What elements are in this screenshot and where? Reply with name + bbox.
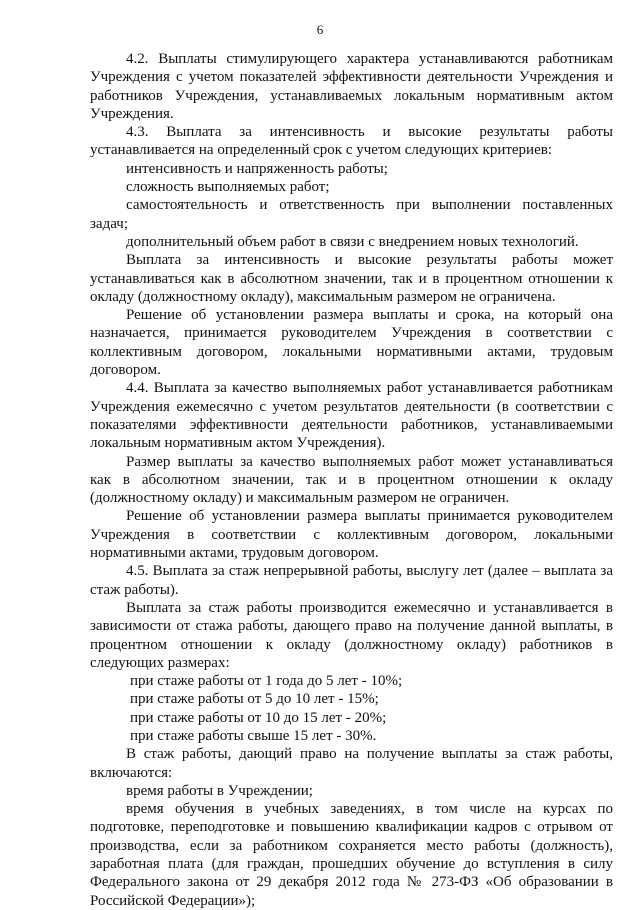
paragraph-quality-decision: Решение об установлении размера выплаты принимается руководителем Учреждения в соответствии с коллективным договором, локальными нормативными актами, трудовым договором. (90, 508, 613, 562)
seniority-tier-2: при стаже работы от 5 до 10 лет - 15%; (130, 691, 379, 708)
seniority-tier-3: при стаже работы от 10 до 15 лет - 20%; (130, 709, 387, 726)
paragraph-intensity-decision: Решение об установлении размера выплаты и срока, на который она назначается, принимается руководителем Учреждения в соответствии с коллективным договором, локальными нормативными актами, трудовым договором. (90, 307, 613, 379)
seniority-tier-1: при стаже работы от 1 года до 5 лет - 10%; (130, 673, 403, 690)
seniority-item-work-time: время работы в Учреждении; (126, 782, 313, 799)
paragraph-quality-amount: Размер выплаты за качество выполняемых работ может устанавливаться как в абсолютном значении, так и в процентном отношении к окладу (должностному окладу) и максимальным размером не ограничен. (90, 453, 613, 507)
seniority-tier-4: при стаже работы свыше 15 лет - 30%. (130, 727, 377, 744)
paragraph-4-2: 4.2. Выплаты стимулирующего характера устанавливаются работникам Учреждения с учетом показателей эффективности деятельности Учреждения и работников Учреждения, устанавливаемых локальным нормативным актом Учреждения. (90, 51, 613, 122)
paragraph-seniority-payment: Выплата за стаж работы производится ежемесячно и устанавливается в зависимости от стажа работы, дающего право на получение данной выплаты, в процентном отношении к окладу (должностному окладу) работников в следующих размерах: (90, 599, 613, 671)
page-number: 6 (316, 22, 324, 37)
paragraph-4-5: 4.5. Выплата за стаж непрерывной работы, выслугу лет (далее – выплата за стаж работы). (90, 563, 613, 598)
criterion-additional-work: дополнительный объем работ в связи с внедрением новых технологий. (126, 233, 579, 250)
paragraph-seniority-includes: В стаж работы, дающий право на получение выплаты за стаж работы, включаются: (90, 746, 613, 781)
paragraph-4-3: 4.3. Выплата за интенсивность и высокие результаты работы устанавливается на определенный срок с учетом следующих критериев: (90, 124, 613, 159)
criterion-responsibility: самостоятельность и ответственность при выполнении поставленных задач; (90, 197, 613, 232)
paragraph-intensity-amount: Выплата за интенсивность и высокие результаты работы может устанавливаться как в абсолютном значении, так и в процентном отношении к окладу (должностному окладу), максимальным размером не ограничена. (90, 252, 613, 305)
paragraph-4-4: 4.4. Выплата за качество выполняемых работ устанавливается работникам Учреждения ежемесячно с учетом результатов деятельности (в соответствии с показателями эффективности деятельности работников, устанавливаемыми локальным нормативным актом Учреждения). (90, 380, 613, 452)
seniority-item-study-time: время обучения в учебных заведениях, в том числе на курсах по подготовке, переподготовке и повышению квалификации кадров с отрывом от производства, если за работником сохраняется место работы (должность), заработная плата (для граждан, прошедших обучение до вступления в силу Федерального закона от 29 декабря 2012 года № 273-ФЗ «Об образовании в Российской Федерации»); (90, 801, 613, 909)
document-body (90, 50, 613, 910)
criterion-complexity: сложность выполняемых работ; (126, 179, 330, 196)
criterion-intensity: интенсивность и напряженность работы; (126, 160, 388, 177)
